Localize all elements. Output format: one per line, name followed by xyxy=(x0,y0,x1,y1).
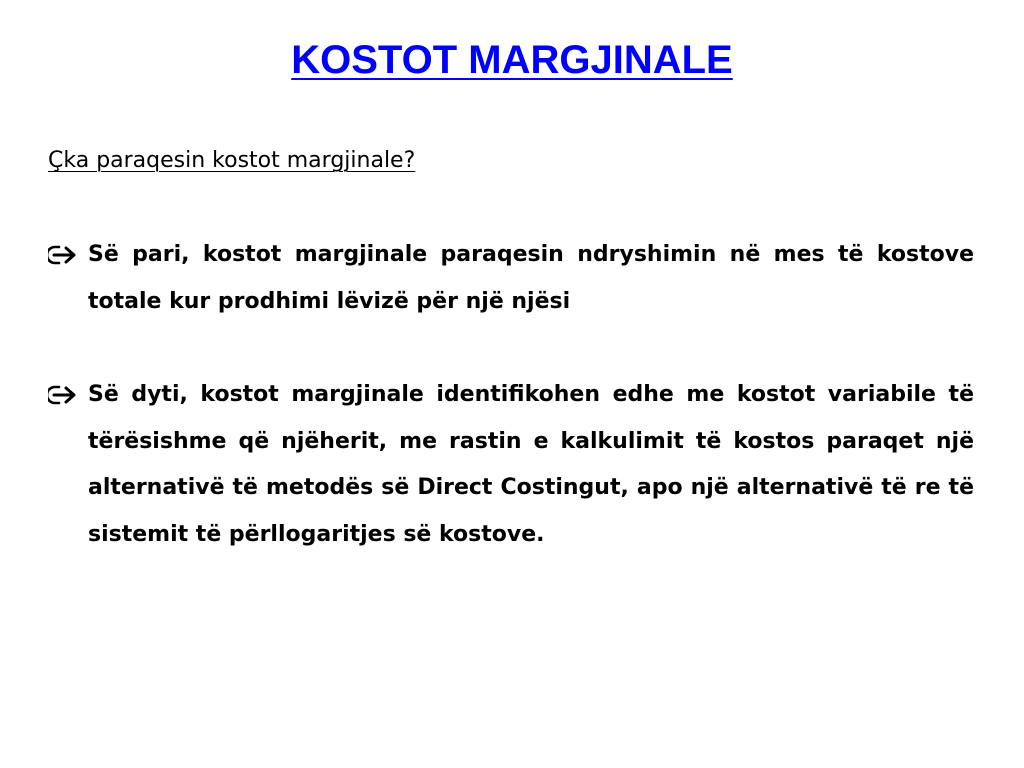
circled-arrow-right-icon xyxy=(48,372,88,418)
bullet-text: Së dyti, kostot margjinale identifikohen edhe me kostot variabile të tërësishme që njëherit, me rastin e kalkulimit të kostos paraqet një alternativë të metodës së Direct Costingut, apo një alternativë të re të sistemit të përllogaritjes së kostove. xyxy=(88,382,974,547)
bullet-text: Së pari, kostot margjinale paraqesin ndryshimin në mes të kostove totale kur prodhimi lëvizë për një njësi xyxy=(88,242,974,314)
bullet-item xyxy=(48,232,974,325)
bullet-item xyxy=(48,372,974,558)
slide-subtitle: Çka paraqesin kostot margjinale? xyxy=(48,148,416,173)
circled-arrow-right-icon xyxy=(48,232,88,278)
slide-title: KOSTOT MARGJINALE xyxy=(291,38,733,82)
